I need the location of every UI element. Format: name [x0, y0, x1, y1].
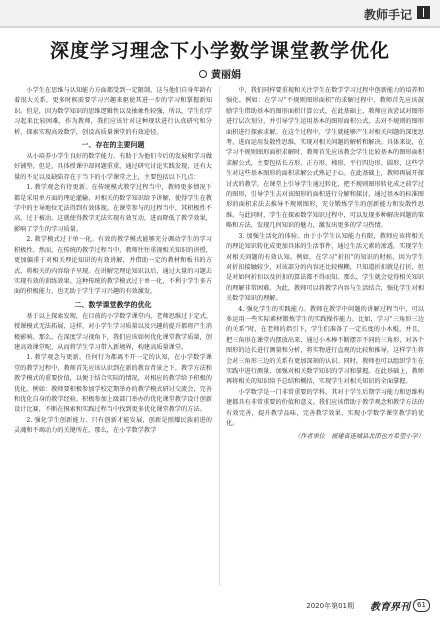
- magazine-logo: 教育界刊: [370, 602, 410, 613]
- page-number: 61: [413, 599, 430, 612]
- section-heading: 一、存在的主要问题: [81, 141, 145, 150]
- paragraph: 基于以上探索发现，在目前的小学数学课堂内，老师思维过于定式，授课模式无法拓展，这样，对小学生学习质量以及兴趣的提升都将产生消极影响。那么，在深度学习视角下，我们应该如何优化课堂教学质量，创建高效课堂呢，从而将学生学习带入新境界，构建高质量课堂。: [14, 312, 212, 351]
- header-rule: [0, 26, 440, 28]
- author-name: 黄丽娟: [211, 70, 241, 81]
- paragraph: 1. 教学观念与更新。任何行为都离不开一定的认知，在小学数学课堂的教学过程中，教师首先应该认识到在新的教育背景之下，教学方法和教学模式的重要价值，以便于结合实际的情况，对相应的教学给予积极的优化。例如：教师要积极参加学校定期举办的教学模式研讨交流会，完善和优化自身的教学经验。积极参加上级部门举办的优化课堂教学设计创新设计比赛，不断在摸索和实践过程当中找到更多优化课堂教学的方法。: [14, 354, 212, 414]
- column-divider: [219, 86, 220, 586]
- column-marker-icon: ǀ: [417, 6, 430, 19]
- paragraph: 2. 强化学生创新能力。只有创新才能发展，创新是照耀民族前进的灵魂和不竭动力的关键所在，那么，在小学数学教学: [14, 416, 212, 435]
- paragraph: 小学数学是一门非常重要的学科，其对于学生后期学习能力和思维构建都具有非常重要的价值和意义。我们应该借助于教学观念和教学方法的有效完善，提升教学品味，完善教学效果，实现小学数学课堂教学的优化。: [226, 388, 424, 427]
- paragraph: 3. 加强生活化的体验。由于小学生认知能力有限，教师应该将相关的理论知识转化成更加具体的生活事件，通过生活元素的渗透，实现学生对相关问题的有效认知。例如，在学习“折扣”的知识的时候，因为学生对折扣接触较少，对该部分的内容还比较模糊，只知道折扣就是打折，但是对如何折扣以及折扣的算法都不得而知。那么，学生就会觉得相关知识的理解非常困难。为此，教师可以将教学内容与生活结合，强化学生对相关数学知识的理解。: [226, 232, 424, 303]
- author-affiliation: （作者单位 福建省连城县北团也方希望小学）: [294, 433, 424, 441]
- issue-label: 2020年第01期: [306, 602, 354, 610]
- article-title: 深度学习理念下小学数学课堂教学优化: [49, 40, 390, 62]
- column-label: 教师手记: [363, 8, 412, 22]
- paragraph: 2. 教学模式过于单一化。有效的教学模式能够充分调动学生的学习积极性。然而，在传统的教学过程当中，教师往往重视相关知识的讲授，更加偏重于对相关理论知识的有效讲解，并借助一定的教材和板书的方式，将相关的内容给予呈现。在讲解完理论知识以后，通过大量的习题去实现有效的训练效果。这种传统的教学模式过于单一化，不利于学生多方面的积极能力，也无助于学生学习兴趣的有效激发。: [14, 236, 212, 296]
- paragraph: 小学生在思维与认知能力方面都受到一定限制，这与他们自身年龄有着很大关系。更多时候需要学习兴趣来驱使其进一步的学习和掌握新知识。但是，因为数学知识的思维逻辑性以及抽象性较强，所以，学生们学习起来比较困难，作为教师，我们应该针对这种现状进行认真研究和分析，探索实现高效数学，创设高质量课堂的有效途径。: [14, 87, 212, 136]
- section-heading: 二、数学课堂教学的优化: [74, 300, 152, 309]
- right-text-column: [226, 86, 424, 596]
- paragraph: 1. 教学观念有待更新。在传统模式教学过程当中，教师更多情况下都是采用单方面的理论灌输，对相关的数学知识给予讲解，使得学生在教学中的主导地位无法得到有效体现。在课堂参与的过程当中，其积极性不高，过于被动。这就使得教学无法实现有效互动，进而降低了教学效果，影响了学生的学习质量。: [14, 184, 212, 233]
- paragraph: 从小培养小学生良好的数学能力，有助于为他们今后的发展和学习做好铺垫。但是，具体授课中却问题重重，通过研究讨论实践发现，还有大量的不足以及缺陷存在于当下的小学课堂之上，主要包括以下几点：: [14, 153, 212, 181]
- left-text-column: [14, 86, 212, 576]
- paragraph: 中，我们同样要重视和关注学生在数学学习过程中创新能力的培养和强化。例如：在学习“不规则图形面积”的求解过程中，教师首先应该鼓励学生借助基本的图形面积计算公式，在此基础上，教师应该尝试对图形进行层次划分，并引导学生运用基本的图形面积公式，去对不规则的图形面积进行探索求解。在这个过程中，学生就能够产生对相关问题的深度思考，进而运用发散性思维，实现对相关问题的解析和解决。具体来说，在学习不规则图形面积求解时，教师首先应该教会学生比较基本的图形面积求解公式，主要包括长方形、正方形、梯形、平行四边形、圆形、这些学生对这些基本图形的面积求解公式熟记于心。在此基础上，教师再展开探讨式的教学，在课堂上引导学生通过转化，把不规则图形转化成之前学过的图形，引导学生去对该图形的面积进行分解和探讨，通过基本的标准图形的面积求法去推导不规则图形，充分锻炼学生的创新能力和发散性思维。与此同时，学生在探索数学知识过程中，可以发现多种解决问题的策略和方法，发现几何知识的魅力，激发出更多的学习热情。: [226, 87, 424, 230]
- byline: [0, 66, 440, 81]
- paragraph: 4. 强化学生的实践能力。教师在教学中问题的讲解过程当中，可以多运用一些实际素材锻炼学生的实践操作能力。比如，学习“三角形三边的关系”时，在老师的指引下，学生们准备了一定长度的小木棍，并且，把三角形在课堂内摆放出来，通过小木棒不断摆弄不同的三角形，对各个图形的边长进行测量和分析，将实物进行直观的比较和推导，这样学生将会对三角形三边的关系有更加深刻的认识。同时，教师也可以组织学生在实践中进行测量，加强对相关数学知识的学习和掌握。在此基础上，教师再将相关的知识给予总结和概括，实现学生对相关知识的全面掌握。: [226, 305, 424, 386]
- bullet-icon: [199, 70, 207, 78]
